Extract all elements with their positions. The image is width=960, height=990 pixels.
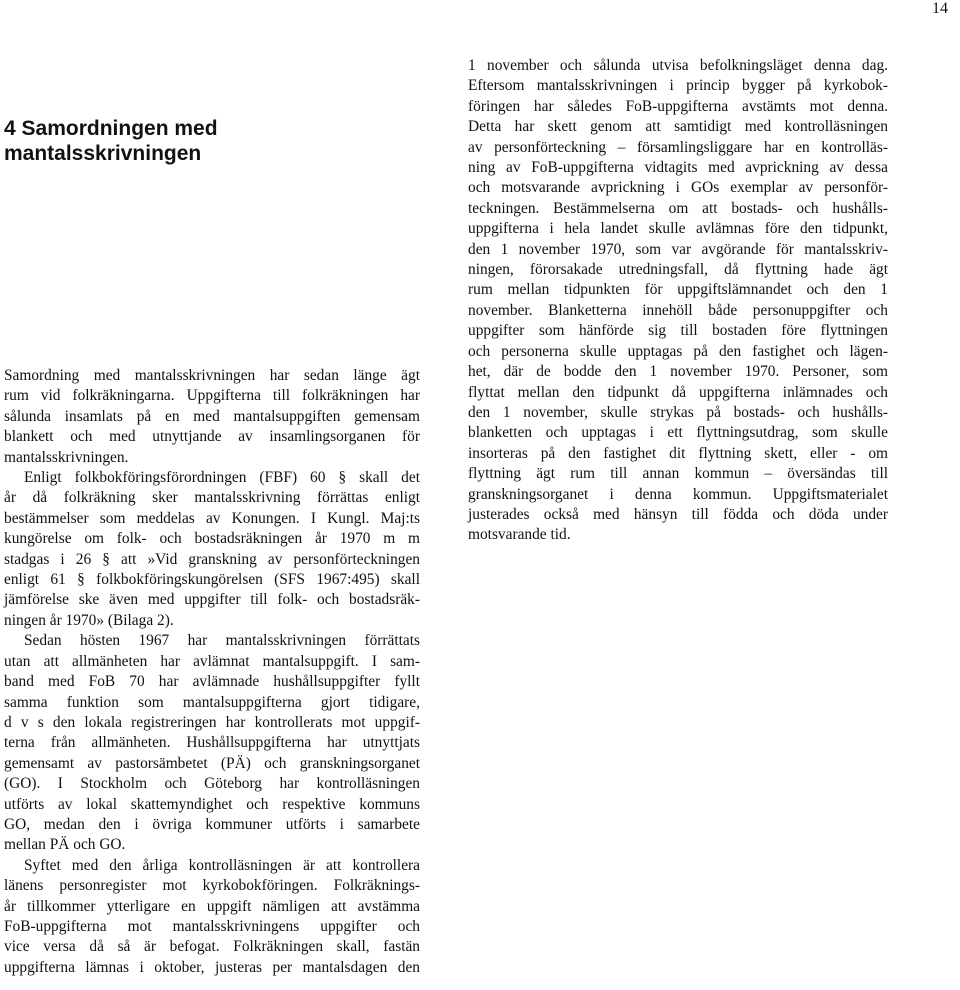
text-line: blanketten och upptagas i ett flyttningsutdrag, som skulle — [468, 424, 888, 442]
chapter-heading-line-1: 4 Samordningen med — [4, 117, 218, 140]
text-line: enligt 61 § folkbokföringskungörelsen (SFS 1967:495) skall — [4, 571, 420, 589]
text-line: uppgifterna i hela landet skulle avlämnas före den tidpunkt, — [468, 220, 888, 238]
text-line: gemensamt av pastorsämbetet (PÄ) och granskningsorganet — [4, 754, 420, 772]
chapter-heading — [4, 116, 334, 166]
text-line: uppgifter som hänförde sig till bostaden före flyttningen — [468, 322, 888, 340]
text-line: föringen har således FoB-uppgifterna avstämts mot denna. — [468, 97, 888, 115]
text-line: november. Blanketterna innehöll både personuppgifter och — [468, 301, 888, 319]
chapter-heading-line-2: mantalsskrivningen — [4, 142, 202, 165]
page-number: 14 — [932, 0, 948, 17]
text-line: flyttat mellan den tidpunkt då uppgifterna inlämnades och — [468, 383, 888, 401]
text-line: flyttning ägt rum till annan kommun – översändas till — [468, 465, 888, 483]
text-line: den 1 november 1970, som var avgörande för mantalsskriv- — [468, 240, 888, 258]
text-line: ningen år 1970» (Bilaga 2). — [4, 611, 174, 629]
text-line: teckningen. Bestämmelserna om att bostads- och hushålls- — [468, 199, 888, 217]
text-line: och motsvarande avprickning i GOs exemplar av personför- — [468, 179, 888, 197]
text-line: ning av FoB-uppgifterna vidtagits med avprickning av dessa — [468, 159, 888, 177]
text-line: granskningsorganet i denna kommun. Uppgiftsmaterialet — [468, 485, 888, 503]
text-line: rum mellan tidpunkten för uppgiftslämnandet och den 1 — [468, 281, 888, 299]
text-line: den 1 november, skulle strykas på bostads- och hushålls- — [468, 403, 888, 421]
text-line: Syftet med den årliga kontrolläsningen är att kontrollera — [24, 856, 420, 874]
text-line: stadgas i 26 § att »Vid granskning av personförteckningen — [4, 550, 420, 568]
text-line: ningen, förorsakade utredningsfall, då flyttning hade ägt — [468, 261, 888, 279]
text-line: år då folkräkning sker mantalsskrivning förrättas enligt — [4, 489, 420, 507]
text-line: uppgifterna lämnas i oktober, justeras per mantalsdagen den — [4, 958, 420, 976]
text-line: vice versa då så är befogat. Folkräkningen skall, fastän — [4, 938, 420, 956]
text-line: 1 november och sålunda utvisa befolkningsläget denna dag. — [468, 57, 888, 74]
text-line: utförts av lokal skattemyndighet och respektive kommuns — [4, 795, 420, 813]
text-line: och personerna skulle upptagas på den fastighet och lägen- — [468, 342, 888, 360]
text-line: terna från allmänheten. Hushållsuppgifterna har utnyttjats — [4, 734, 420, 752]
right-text-column — [468, 56, 888, 546]
text-line: jämförelse ske även med uppgifter till folk- och bostadsräk- — [4, 591, 420, 609]
text-line: Sedan hösten 1967 har mantalsskrivningen förrättats — [24, 632, 420, 650]
text-line: bestämmelser som meddelas av Konungen. I Kungl. Maj:ts — [4, 509, 420, 527]
text-line: insorteras på den fastighet dit flyttning skett, eller - om — [468, 444, 888, 462]
text-line: utan att allmänheten har avlämnat mantalsuppgift. I sam- — [4, 652, 420, 670]
text-line: av personförteckning – församlingsliggare har en kontrolläs- — [468, 138, 888, 156]
text-line: rum vid folkräkningarna. Uppgifterna till folkräkningen har — [4, 387, 420, 405]
left-text-column — [4, 366, 420, 978]
text-line: (GO). I Stockholm och Göteborg har kontrolläsningen — [4, 775, 420, 793]
text-line: blankett och med utnyttjande av insamlingsorganen för — [4, 428, 420, 446]
text-line: d v s den lokala registreringen har kontrollerats mot uppgif- — [4, 713, 420, 731]
text-line: het, där de bodde den 1 november 1970. Personer, som — [468, 363, 888, 381]
text-line: GO, medan den i övriga kommuner utförts i samarbete — [4, 815, 420, 833]
text-line: mantalsskrivningen. — [4, 448, 129, 466]
text-line: Detta har skett genom att samtidigt med kontrolläsningen — [468, 118, 888, 136]
text-line: mellan PÄ och GO. — [4, 836, 126, 854]
text-line: FoB-uppgifterna mot mantalsskrivningens uppgifter och — [4, 917, 420, 935]
text-line: länens personregister mot kyrkobokföringen. Folkräknings- — [4, 877, 420, 895]
text-line: Samordning med mantalsskrivningen har sedan länge ägt — [4, 367, 420, 384]
text-line: Eftersom mantalsskrivningen i princip bygger på kyrkobok- — [468, 77, 888, 95]
text-line: justerades också med hänsyn till födda och döda under — [468, 505, 888, 523]
text-line: kungörelse om folk- och bostadsräkningen år 1970 m m — [4, 530, 420, 548]
text-line: sålunda insamlats på en med mantalsuppgiften gemensam — [4, 407, 420, 425]
text-line: band med FoB 70 har avlämnade hushållsuppgifter fyllt — [4, 673, 420, 691]
text-line: samma funktion som mantalsuppgifterna gjort tidigare, — [4, 693, 420, 711]
text-line: år tillkommer ytterligare en uppgift nämligen att avstämma — [4, 897, 420, 915]
text-line: motsvarande tid. — [468, 526, 571, 544]
text-line: Enligt folkbokföringsförordningen (FBF) 60 § skall det — [24, 469, 420, 487]
